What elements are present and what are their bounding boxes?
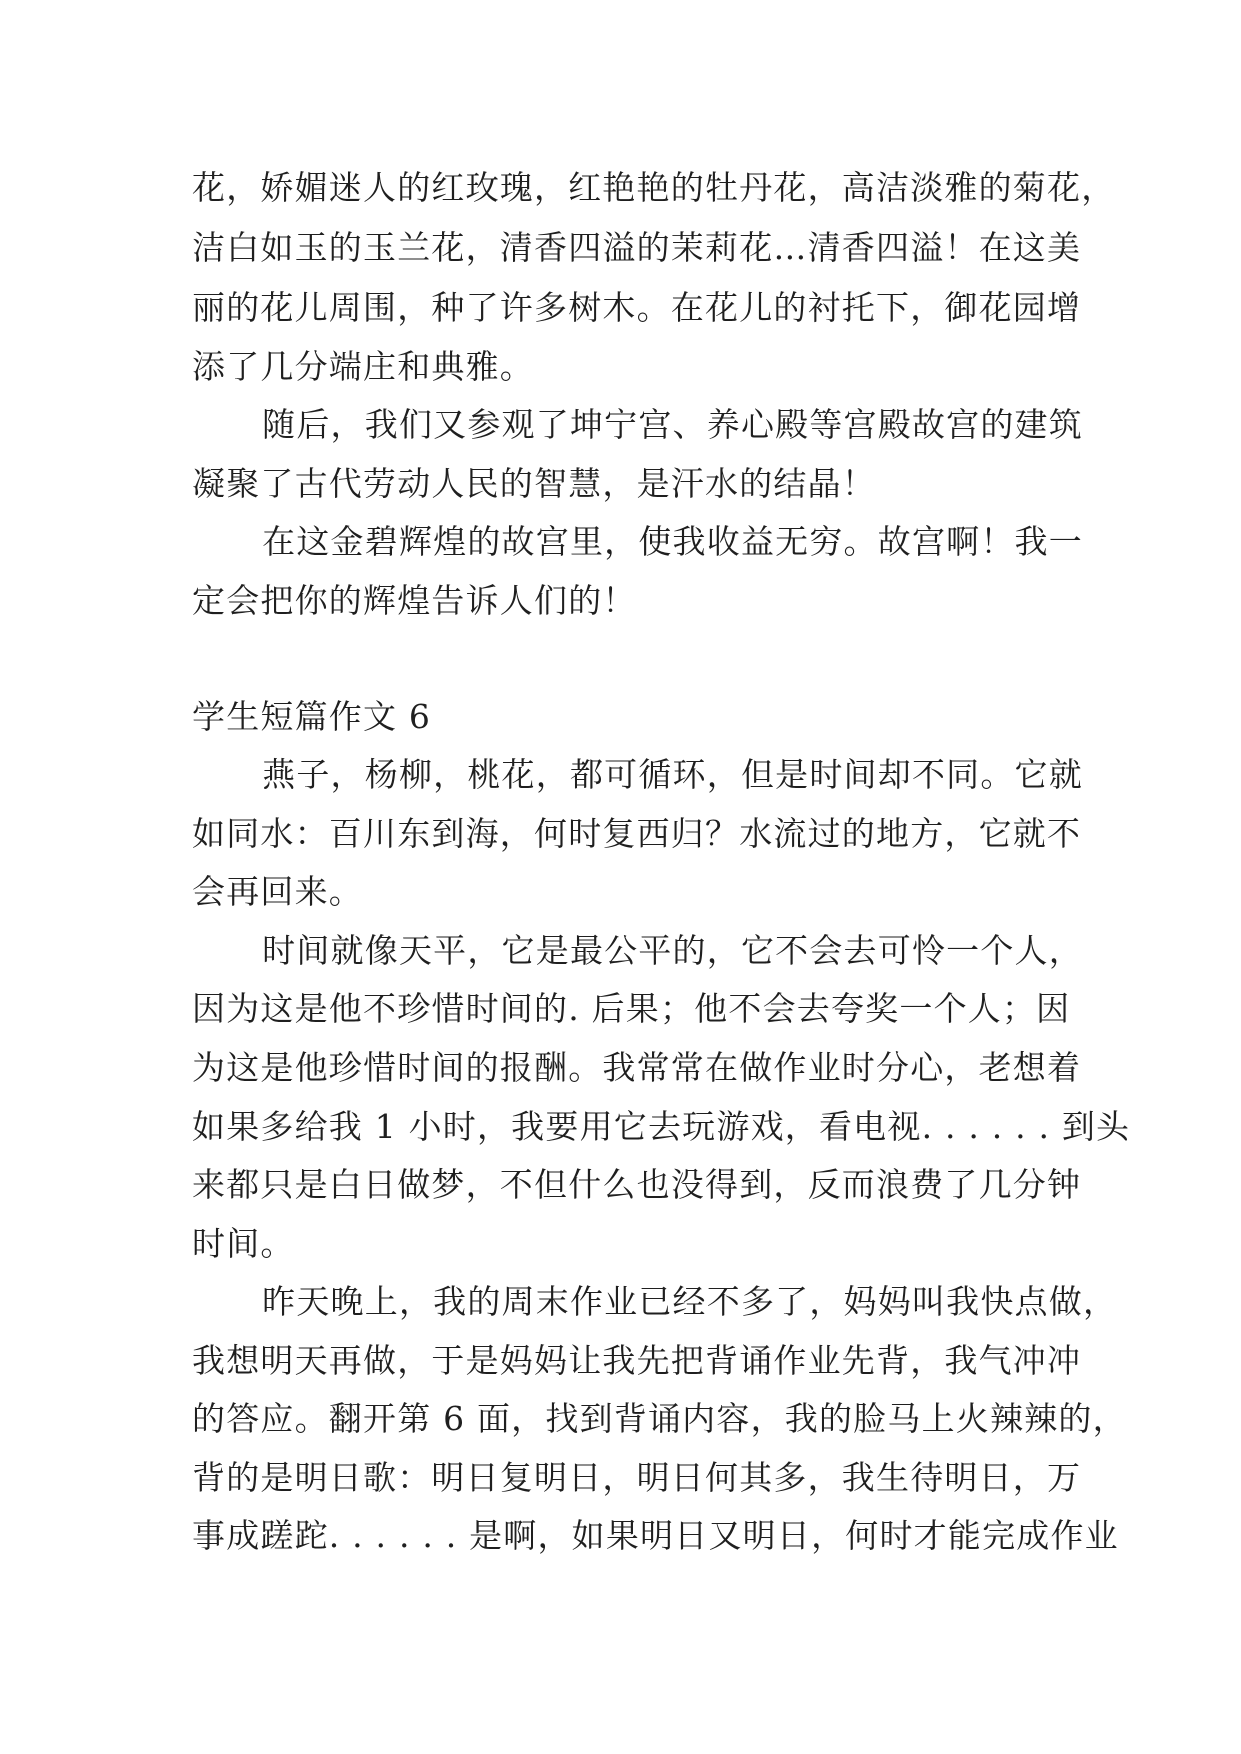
text-line: 时间。 xyxy=(192,1224,295,1263)
text-line: 添了几分端庄和典雅。 xyxy=(192,347,534,386)
text-line: 昨天晚上，我的周末作业已经不多了，妈妈叫我快点做， xyxy=(192,1282,1118,1321)
text-line: 燕子，杨柳，桃花，都可循环，但是时间却不同。它就 xyxy=(192,755,1083,794)
text-line: 如果多给我 1 小时，我要用它去玩游戏，看电视. . . . . . 到头 xyxy=(192,1107,1131,1146)
text-line: 洁白如玉的玉兰花，清香四溢的茉莉花…清香四溢！在这美 xyxy=(192,228,1082,267)
text-line: 我想明天再做，于是妈妈让我先把背诵作业先背，我气冲冲 xyxy=(192,1341,1082,1380)
text-line: 丽的花儿周围，种了许多树木。在花儿的衬托下，御花园增 xyxy=(192,288,1082,327)
text-line: 的答应。翻开第 6 面，找到背诵内容，我的脸马上火辣辣的， xyxy=(192,1399,1127,1438)
text-line: 为这是他珍惜时间的报酬。我常常在做作业时分心，老想着 xyxy=(192,1048,1082,1087)
text-line: 事成蹉跎. . . . . . 是啊，如果明日又明日，何时才能完成作业 xyxy=(192,1516,1119,1555)
text-line: 会再回来。 xyxy=(192,872,363,911)
text-line: 在这金碧辉煌的故宫里，使我收益无穷。故宫啊！我一 xyxy=(192,522,1083,561)
text-line: 凝聚了古代劳动人民的智慧，是汗水的结晶！ xyxy=(192,464,876,503)
section-title: 学生短篇作文 6 xyxy=(192,697,432,736)
text-line: 花，娇媚迷人的红玫瑰，红艳艳的牡丹花，高洁淡雅的菊花， xyxy=(192,168,1116,207)
text-line: 因为这是他不珍惜时间的. 后果；他不会去夸奖一个人；因 xyxy=(192,989,1071,1028)
text-line: 如同水：百川东到海，何时复西归？水流过的地方，它就不 xyxy=(192,814,1082,853)
text-line: 定会把你的辉煌告诉人们的！ xyxy=(192,581,637,620)
text-line: 随后，我们又参观了坤宁宫、养心殿等宫殿故宫的建筑 xyxy=(192,405,1083,444)
text-line: 来都只是白日做梦，不但什么也没得到，反而浪费了几分钟 xyxy=(192,1165,1082,1204)
text-line: 时间就像天平，它是最公平的，它不会去可怜一个人， xyxy=(192,931,1083,970)
text-line: 背的是明日歌：明日复明日，明日何其多，我生待明日，万 xyxy=(192,1458,1082,1497)
